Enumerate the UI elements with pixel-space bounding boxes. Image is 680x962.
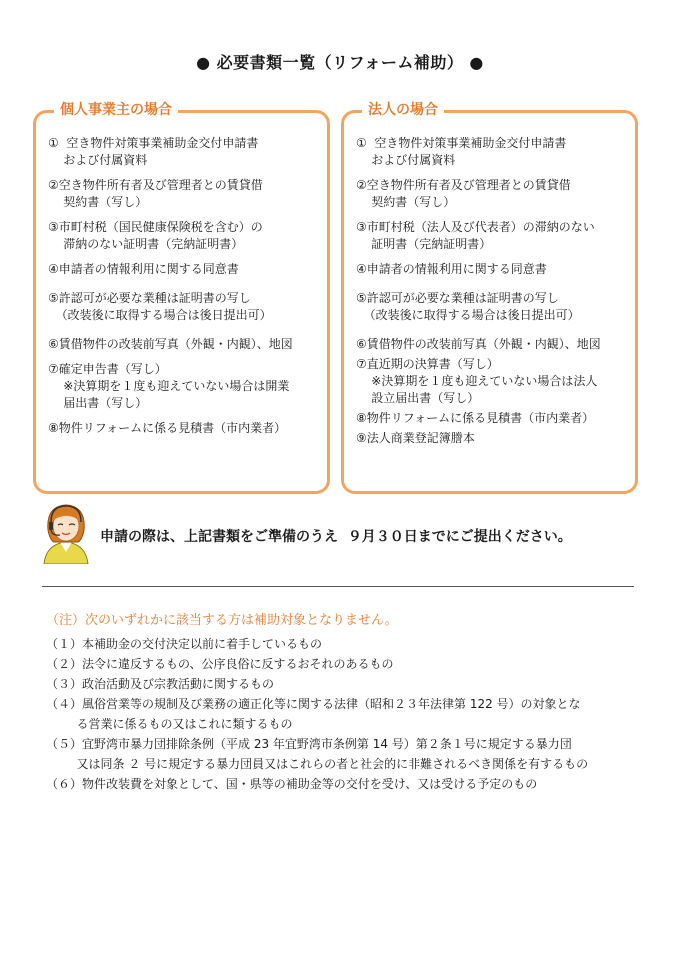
requirement-line: 滞納のない証明書（完納証明書） xyxy=(48,237,244,251)
individual-requirements-box xyxy=(33,102,330,494)
requirement-item xyxy=(48,177,321,211)
note-line: （１）本補助金の交付決定以前に着手しているもの xyxy=(46,637,323,651)
requirement-line: ① 空き物件対策事業補助金交付申請書 xyxy=(48,136,259,150)
divider xyxy=(42,586,634,587)
requirement-item xyxy=(356,261,629,278)
page-title: ● 必要書類一覧（リフォーム補助） ● xyxy=(196,53,484,72)
individual-items xyxy=(48,135,321,437)
requirement-line: ②空き物件所有者及び管理者との賃貸借 xyxy=(356,178,571,192)
note-line: 又は同条 ２ 号に規定する暴力団員又はこれらの者と社会的に非難されるべき関係を有するもの xyxy=(46,757,589,771)
corporate-requirements-box xyxy=(341,102,638,494)
note-line: （６）物件改装費を対象として、国・県等の補助金等の交付を受け、又は受ける予定のもの xyxy=(46,777,538,791)
requirement-item xyxy=(48,135,321,169)
requirement-line: ④申請者の情報利用に関する同意書 xyxy=(48,262,239,276)
requirement-item xyxy=(48,336,321,353)
note-line: （３）政治活動及び宗教活動に関するもの xyxy=(46,677,275,691)
requirement-item xyxy=(356,410,629,427)
corporate-heading: 法人の場合 xyxy=(362,99,444,119)
requirement-item xyxy=(356,336,629,353)
requirement-line: ⑥賃借物件の改装前写真（外観・内観）、地図 xyxy=(48,337,293,351)
requirement-item xyxy=(356,135,629,169)
note-line: （２）法令に違反するもの、公序良俗に反するおそれのあるもの xyxy=(46,657,394,671)
individual-heading: 個人事業主の場合 xyxy=(54,99,178,119)
note-line: （４）風俗営業等の規制及び業務の適正化等に関する法律（昭和２３年法律第 122 号）の対象とな xyxy=(46,697,581,711)
requirement-line: ③市町村税（国民健康保険税を含む）の xyxy=(48,220,263,234)
requirement-item xyxy=(48,261,321,278)
requirement-line: ① 空き物件対策事業補助金交付申請書 xyxy=(356,136,567,150)
requirement-item xyxy=(356,219,629,253)
requirement-line: ⑦確定申告書（写し） xyxy=(48,362,167,376)
requirement-item xyxy=(48,290,321,324)
requirement-line: ⑨法人商業登記簿謄本 xyxy=(356,431,475,445)
requirement-item xyxy=(48,361,321,412)
requirement-line: ⑧物件リフォームに係る見積書（市内業者） xyxy=(356,411,595,425)
notes-heading: （注）次のいずれかに該当する方は補助対象となりません。 xyxy=(46,613,398,628)
requirement-line: ※決算期を１度も迎えていない場合は法人 xyxy=(356,374,598,388)
requirement-line: ⑤許認可が必要な業種は証明書の写し xyxy=(48,291,251,305)
requirement-item xyxy=(48,219,321,253)
requirement-line: 証明書（完納証明書） xyxy=(356,237,492,251)
requirement-line: ⑦直近期の決算書（写し） xyxy=(356,357,499,371)
requirement-line: ⑥賃借物件の改装前写真（外観・内観）、地図 xyxy=(356,337,601,351)
note-line: る営業に係るもの又はこれに類するもの xyxy=(46,717,293,731)
requirement-line: ③市町村税（法人及び代表者）の滞納のない xyxy=(356,220,595,234)
requirement-line: 設立届出書（写し） xyxy=(356,391,480,405)
requirement-line: 契約書（写し） xyxy=(48,195,148,209)
requirement-item xyxy=(356,177,629,211)
notes-list xyxy=(46,634,661,794)
requirement-item xyxy=(48,420,321,437)
notice-row xyxy=(38,500,658,564)
requirement-line: ⑤許認可が必要な業種は証明書の写し xyxy=(356,291,559,305)
requirement-line: （改装後に取得する場合は後日提出可） xyxy=(356,308,580,322)
requirement-line: （改装後に取得する場合は後日提出可） xyxy=(48,308,272,322)
requirement-line: ⑧物件リフォームに係る見積書（市内業者） xyxy=(48,421,287,435)
requirement-item xyxy=(356,356,629,407)
requirement-line: ②空き物件所有者及び管理者との賃貸借 xyxy=(48,178,263,192)
corporate-items xyxy=(356,135,629,447)
requirement-line: ※決算期を１度も迎えていない場合は開業 xyxy=(48,379,290,393)
exclusion-notes xyxy=(46,612,661,794)
woman-with-headset-icon xyxy=(38,500,94,564)
deadline-notice: 申請の際は、上記書類をご準備のうえ ９月３０日までにご提出ください。 xyxy=(100,529,572,545)
requirement-line: および付属資料 xyxy=(356,153,456,167)
requirement-item xyxy=(356,290,629,324)
requirement-line: ④申請者の情報利用に関する同意書 xyxy=(356,262,547,276)
requirement-line: および付属資料 xyxy=(48,153,148,167)
requirement-item xyxy=(356,430,629,447)
requirement-line: 届出書（写し） xyxy=(48,396,148,410)
requirement-line: 契約書（写し） xyxy=(356,195,456,209)
note-line: （５）宜野湾市暴力団排除条例（平成 23 年宜野湾市条例第 14 号）第２条１号に規定する暴力団 xyxy=(46,737,572,751)
